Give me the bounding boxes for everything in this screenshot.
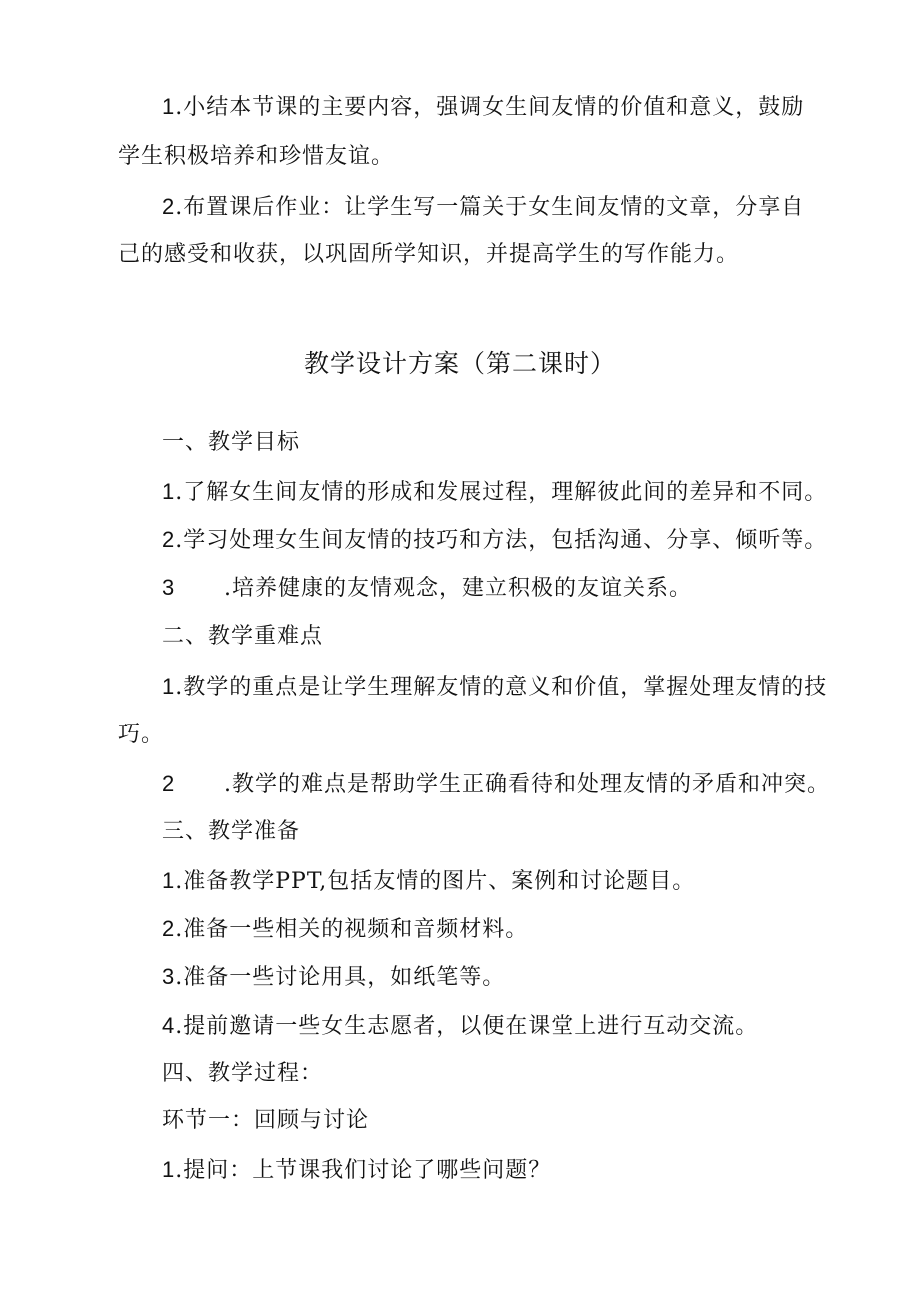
goals-item-1 [162,477,827,508]
process-step-1-heading: 环节一：回顾与讨论 [162,1108,370,1133]
paragraph-text: .小结本节课的主要内容，强调女生间友情的价值和意义，鼓励 [175,95,805,120]
preparation-item-3 [162,962,505,993]
list-item-text: .提问：上节课我们讨论了哪些问题？ [175,1158,552,1183]
key-points-item-2 [162,769,830,800]
process-heading: 四、教学过程： [162,1061,324,1086]
preparation-item-4 [162,1011,758,1042]
list-item-text: .了解女生间友情的形成和发展过程，理解彼此间的差异和不同。 [175,480,828,505]
list-number: 1 [162,674,176,699]
list-item-text: .培养健康的友情观念，建立积极的友谊关系。 [224,576,692,601]
prev-item-1 [162,92,804,123]
paragraph-text: .教学的难点是帮助学生正确看待和处理友情的矛盾和冲突。 [224,772,830,797]
goals-heading: 一、教学目标 [162,430,301,455]
paragraph-text: .教学的重点是让学生理解友情的意义和价值，掌握处理友情的技 [175,675,828,700]
preparation-heading: 三、教学准备 [162,819,301,844]
prev-item-1-continuation: 学生积极培养和珍惜友谊。 [118,144,395,169]
prev-item-2 [162,192,804,223]
list-number: 2 [162,527,176,552]
process-step-1-item-1 [162,1155,551,1186]
list-number: 2 [162,194,176,219]
paragraph-text: .布置课后作业：让学生写一篇关于女生间友情的文章，分享自 [175,195,805,220]
list-item-text: .提前邀请一些女生志愿者，以便在课堂上进行互动交流。 [175,1014,759,1039]
list-number: 3 [162,575,176,600]
page-title: 教学设计方案（第二课时） [303,349,616,378]
preparation-item-2 [162,914,528,945]
list-item-text: .准备教学PPT,包括友情的图片、案例和讨论题目。 [175,869,696,894]
key-points-heading: 二、教学重难点 [162,624,324,649]
goals-item-3 [162,573,692,604]
list-item-text: .准备一些讨论用具，如纸笔等。 [175,965,506,990]
list-number: 1 [162,1157,176,1182]
list-number: 1 [162,94,176,119]
list-number: 2 [162,771,176,796]
goals-item-2 [162,525,827,556]
preparation-item-1 [162,866,695,897]
list-number: 1 [162,868,176,893]
key-points-item-1 [162,672,827,703]
list-number: 2 [162,916,176,941]
key-points-item-1-continuation: 巧。 [118,722,165,747]
list-item-text: .学习处理女生间友情的技巧和方法，包括沟通、分享、倾听等。 [175,528,828,553]
prev-item-2-continuation: 己的感受和收获，以巩固所学知识，并提高学生的写作能力。 [118,242,740,267]
list-number: 1 [162,479,176,504]
list-item-text: .准备一些相关的视频和音频材料。 [175,917,529,942]
list-number: 4 [162,1013,176,1038]
list-number: 3 [162,964,176,989]
